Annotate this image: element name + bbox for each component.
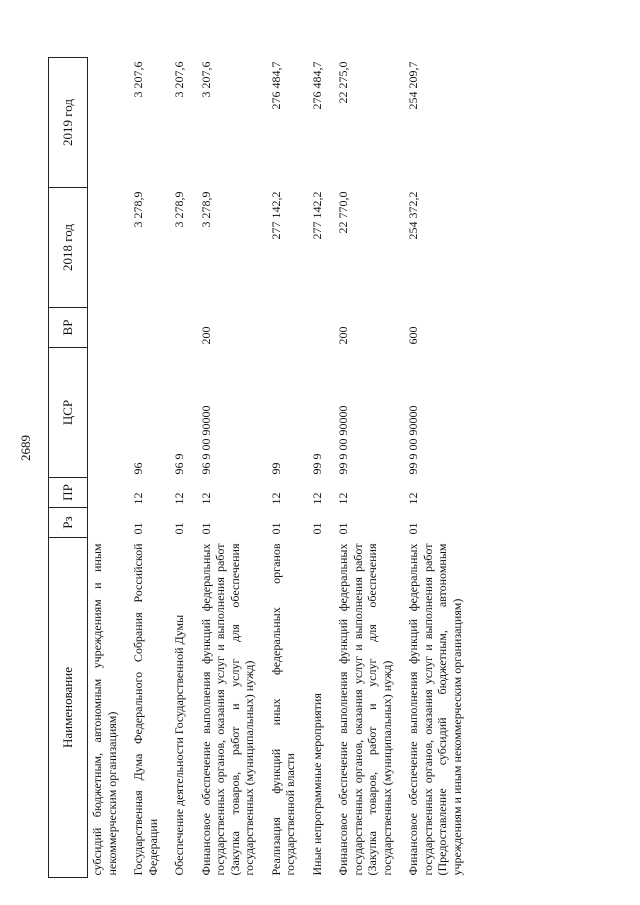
cell-pr: 12 bbox=[131, 492, 145, 505]
table-row bbox=[191, 58, 261, 878]
cell-2018: 3 278,9 bbox=[198, 191, 213, 228]
cell-name: Обеспечение деятельности Государственной Думы bbox=[172, 614, 186, 876]
cell-pr bbox=[88, 478, 124, 508]
cell-name: Реализация функций иных федеральных органов государственной власти bbox=[268, 543, 297, 876]
cell-csr: 99 bbox=[268, 462, 283, 475]
cell-vr bbox=[164, 308, 191, 348]
cell-pr: 12 bbox=[172, 492, 186, 505]
cell-2019: 3 207,6 bbox=[198, 61, 213, 98]
cell-vr: 200 bbox=[336, 326, 350, 345]
cell-2019: 276 484,7 bbox=[309, 61, 324, 110]
header-pr: ПР bbox=[49, 478, 88, 508]
cell-pr: 12 bbox=[268, 492, 283, 505]
table-header bbox=[49, 58, 88, 878]
header-name: Наименование bbox=[49, 538, 88, 878]
cell-rz: 01 bbox=[198, 522, 213, 535]
cell-csr: 96 9 00 90000 bbox=[198, 405, 213, 475]
cell-rz bbox=[88, 508, 124, 538]
cell-rz: 01 bbox=[268, 522, 283, 535]
cell-2019: 276 484,7 bbox=[268, 61, 283, 110]
cell-vr bbox=[123, 308, 164, 348]
table-row bbox=[164, 58, 191, 878]
cell-csr: 96 9 bbox=[172, 453, 186, 475]
cell-2018: 3 278,9 bbox=[131, 191, 145, 228]
cell-name: Финансовое обеспечение выполнения функций федеральных государственных органов, оказания услуг и выполнения работ (Закупка товаров, работ и услуг для обеспечения государственных (муниципальных) нужд) bbox=[198, 543, 256, 876]
header-vr: ВР bbox=[49, 308, 88, 348]
page-number: 2689 bbox=[18, 435, 33, 461]
cell-csr bbox=[88, 348, 124, 478]
cell-pr: 12 bbox=[309, 492, 324, 505]
cell-2019: 22 275,0 bbox=[336, 61, 350, 104]
cell-rz: 01 bbox=[336, 522, 350, 535]
table-row bbox=[302, 58, 329, 878]
cell-2018: 254 372,2 bbox=[406, 191, 420, 240]
header-rz: Рз bbox=[49, 508, 88, 538]
cell-pr: 12 bbox=[406, 492, 420, 505]
header-2019: 2019 год bbox=[49, 58, 88, 188]
cell-rz: 01 bbox=[309, 522, 324, 535]
rotated-page bbox=[48, 38, 558, 878]
cell-vr bbox=[88, 308, 124, 348]
cell-2019: 254 209,7 bbox=[406, 61, 420, 110]
table-row bbox=[123, 58, 164, 878]
cell-vr bbox=[302, 308, 329, 348]
cell-2019 bbox=[88, 58, 124, 188]
cell-pr: 12 bbox=[336, 492, 350, 505]
cell-csr: 99 9 00 90000 bbox=[406, 405, 420, 475]
cell-2018: 277 142,2 bbox=[268, 191, 283, 240]
cell-name: Иные непрограммные мероприятия bbox=[309, 693, 324, 876]
table-row bbox=[88, 58, 124, 878]
cell-2019: 3 207,6 bbox=[172, 61, 186, 98]
table-row bbox=[261, 58, 302, 878]
budget-table bbox=[48, 57, 468, 878]
cell-rz: 01 bbox=[172, 522, 186, 535]
cell-pr: 12 bbox=[198, 492, 213, 505]
cell-vr bbox=[261, 308, 302, 348]
cell-name: субсидий бюджетным, автономным учреждениям и иным некоммерческим организациям) bbox=[90, 543, 119, 876]
cell-rz: 01 bbox=[131, 522, 145, 535]
cell-vr: 200 bbox=[198, 326, 213, 345]
header-csr: ЦСР bbox=[49, 348, 88, 478]
cell-csr: 99 9 00 90000 bbox=[336, 405, 350, 475]
cell-name: Государственная Дума Федерального Собрания Российской Федерации bbox=[131, 543, 160, 876]
cell-2018: 3 278,9 bbox=[172, 191, 186, 228]
cell-2018: 277 142,2 bbox=[309, 191, 324, 240]
header-2018: 2018 год bbox=[49, 188, 88, 308]
table-row bbox=[328, 58, 398, 878]
cell-2018: 22 770,0 bbox=[336, 191, 350, 234]
table-row bbox=[398, 58, 468, 878]
cell-csr: 96 bbox=[131, 462, 145, 475]
cell-csr: 99 9 bbox=[309, 453, 324, 475]
cell-vr: 600 bbox=[406, 326, 420, 345]
cell-2019: 3 207,6 bbox=[131, 61, 145, 98]
cell-name: Финансовое обеспечение выполнения функций федеральных государственных органов, оказания услуг и выполнения работ (Предоставление субсидий бюджетным, автономным учреждениям и иным некоммерческим организациям) bbox=[406, 543, 464, 876]
cell-rz: 01 bbox=[406, 522, 420, 535]
cell-name: Финансовое обеспечение выполнения функций федеральных государственных органов, оказания услуг и выполнения работ (Закупка товаров, работ и услуг для обеспечения государственных (муниципальных) нужд) bbox=[336, 543, 394, 876]
cell-2018 bbox=[88, 188, 124, 308]
